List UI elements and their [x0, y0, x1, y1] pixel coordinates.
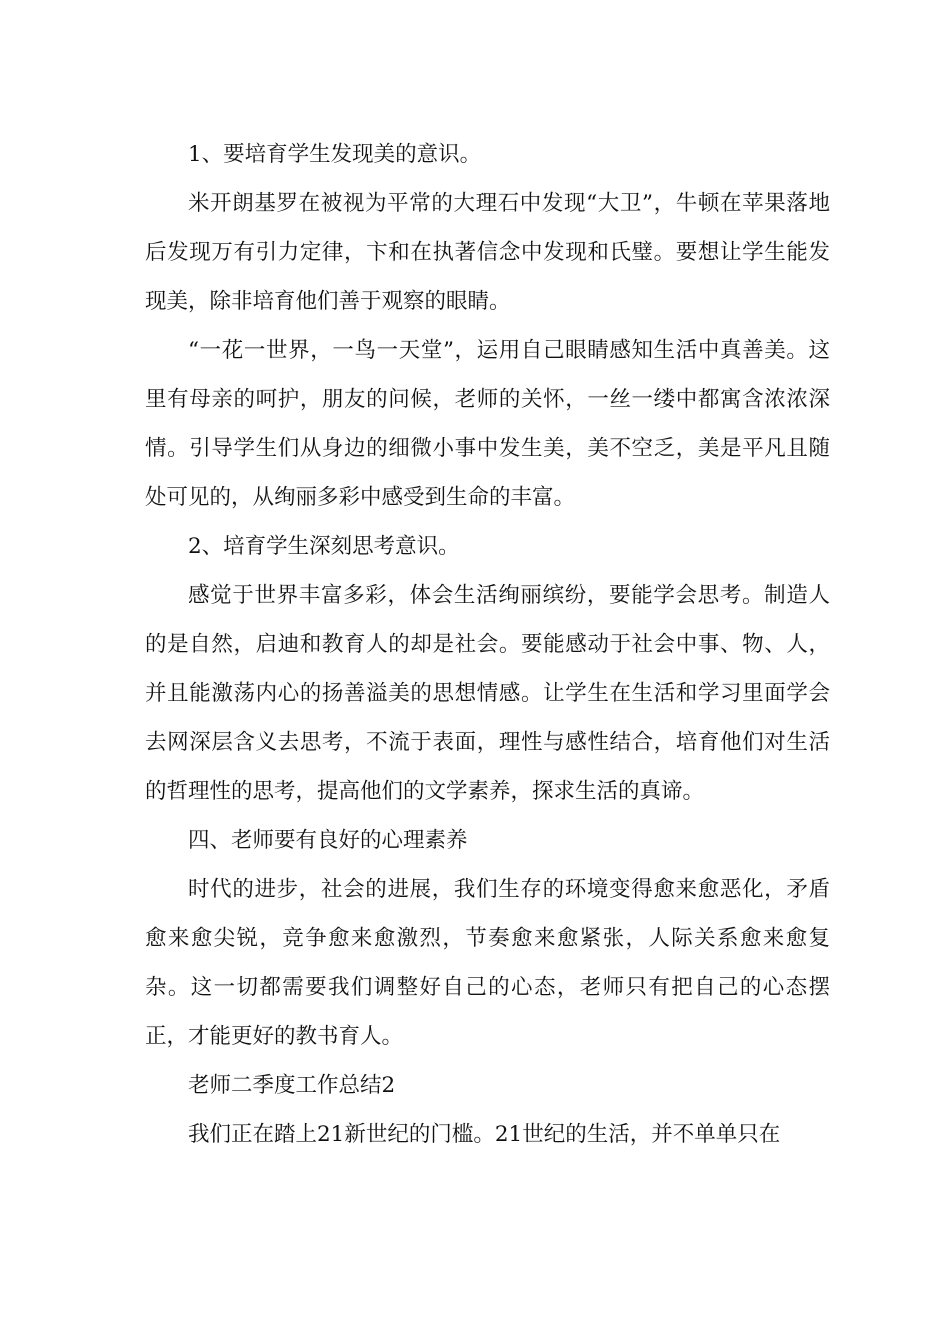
body-paragraph: “一花一世界，一鸟一天堂”，运用自己眼睛感知生活中真善美。这里有母亲的呵护，朋友的问候，老师的关怀，一丝一缕中都寓含浓浓深情。引导学生们从身边的细微小事中发生美，美不空乏，美是平凡且随处可见的，从绚丽多彩中感受到生命的丰富。 [145, 338, 830, 510]
document-title: 老师二季度工作总结2 [188, 1073, 396, 1098]
body-paragraph: 我们正在踏上21新世纪的门槛。21世纪的生活，并不单单只在 [188, 1122, 781, 1147]
document-body [145, 130, 830, 1159]
section-heading-4: 四、老师要有良好的心理素养 [188, 828, 468, 853]
body-paragraph: 感觉于世界丰富多彩，体会生活绚丽缤纷，要能学会思考。制造人的是自然，启迪和教育人的却是社会。要能感动于社会中事、物、人，并且能激荡内心的扬善溢美的思想情感。让学生在生活和学习里面学会去网深层含义去思考，不流于表面，理性与感性结合，培育他们对生活的哲理性的思考，提高他们的文学素养，探求生活的真谛。 [145, 583, 830, 804]
list-heading-2: 2、培育学生深刻思考意识。 [188, 534, 460, 559]
list-heading-1: 1、要培育学生发现美的意识。 [188, 142, 482, 167]
body-paragraph: 时代的进步，社会的进展，我们生存的环境变得愈来愈恶化，矛盾愈来愈尖锐，竞争愈来愈激烈，节奏愈来愈紧张，人际关系愈来愈复杂。这一切都需要我们调整好自己的心态，老师只有把自己的心态摆正，才能更好的教书育人。 [145, 877, 830, 1049]
body-paragraph: 米开朗基罗在被视为平常的大理石中发现“大卫”，牛顿在苹果落地后发现万有引力定律，卞和在执著信念中发现和氏璧。要想让学生能发现美，除非培育他们善于观察的眼睛。 [145, 191, 830, 314]
